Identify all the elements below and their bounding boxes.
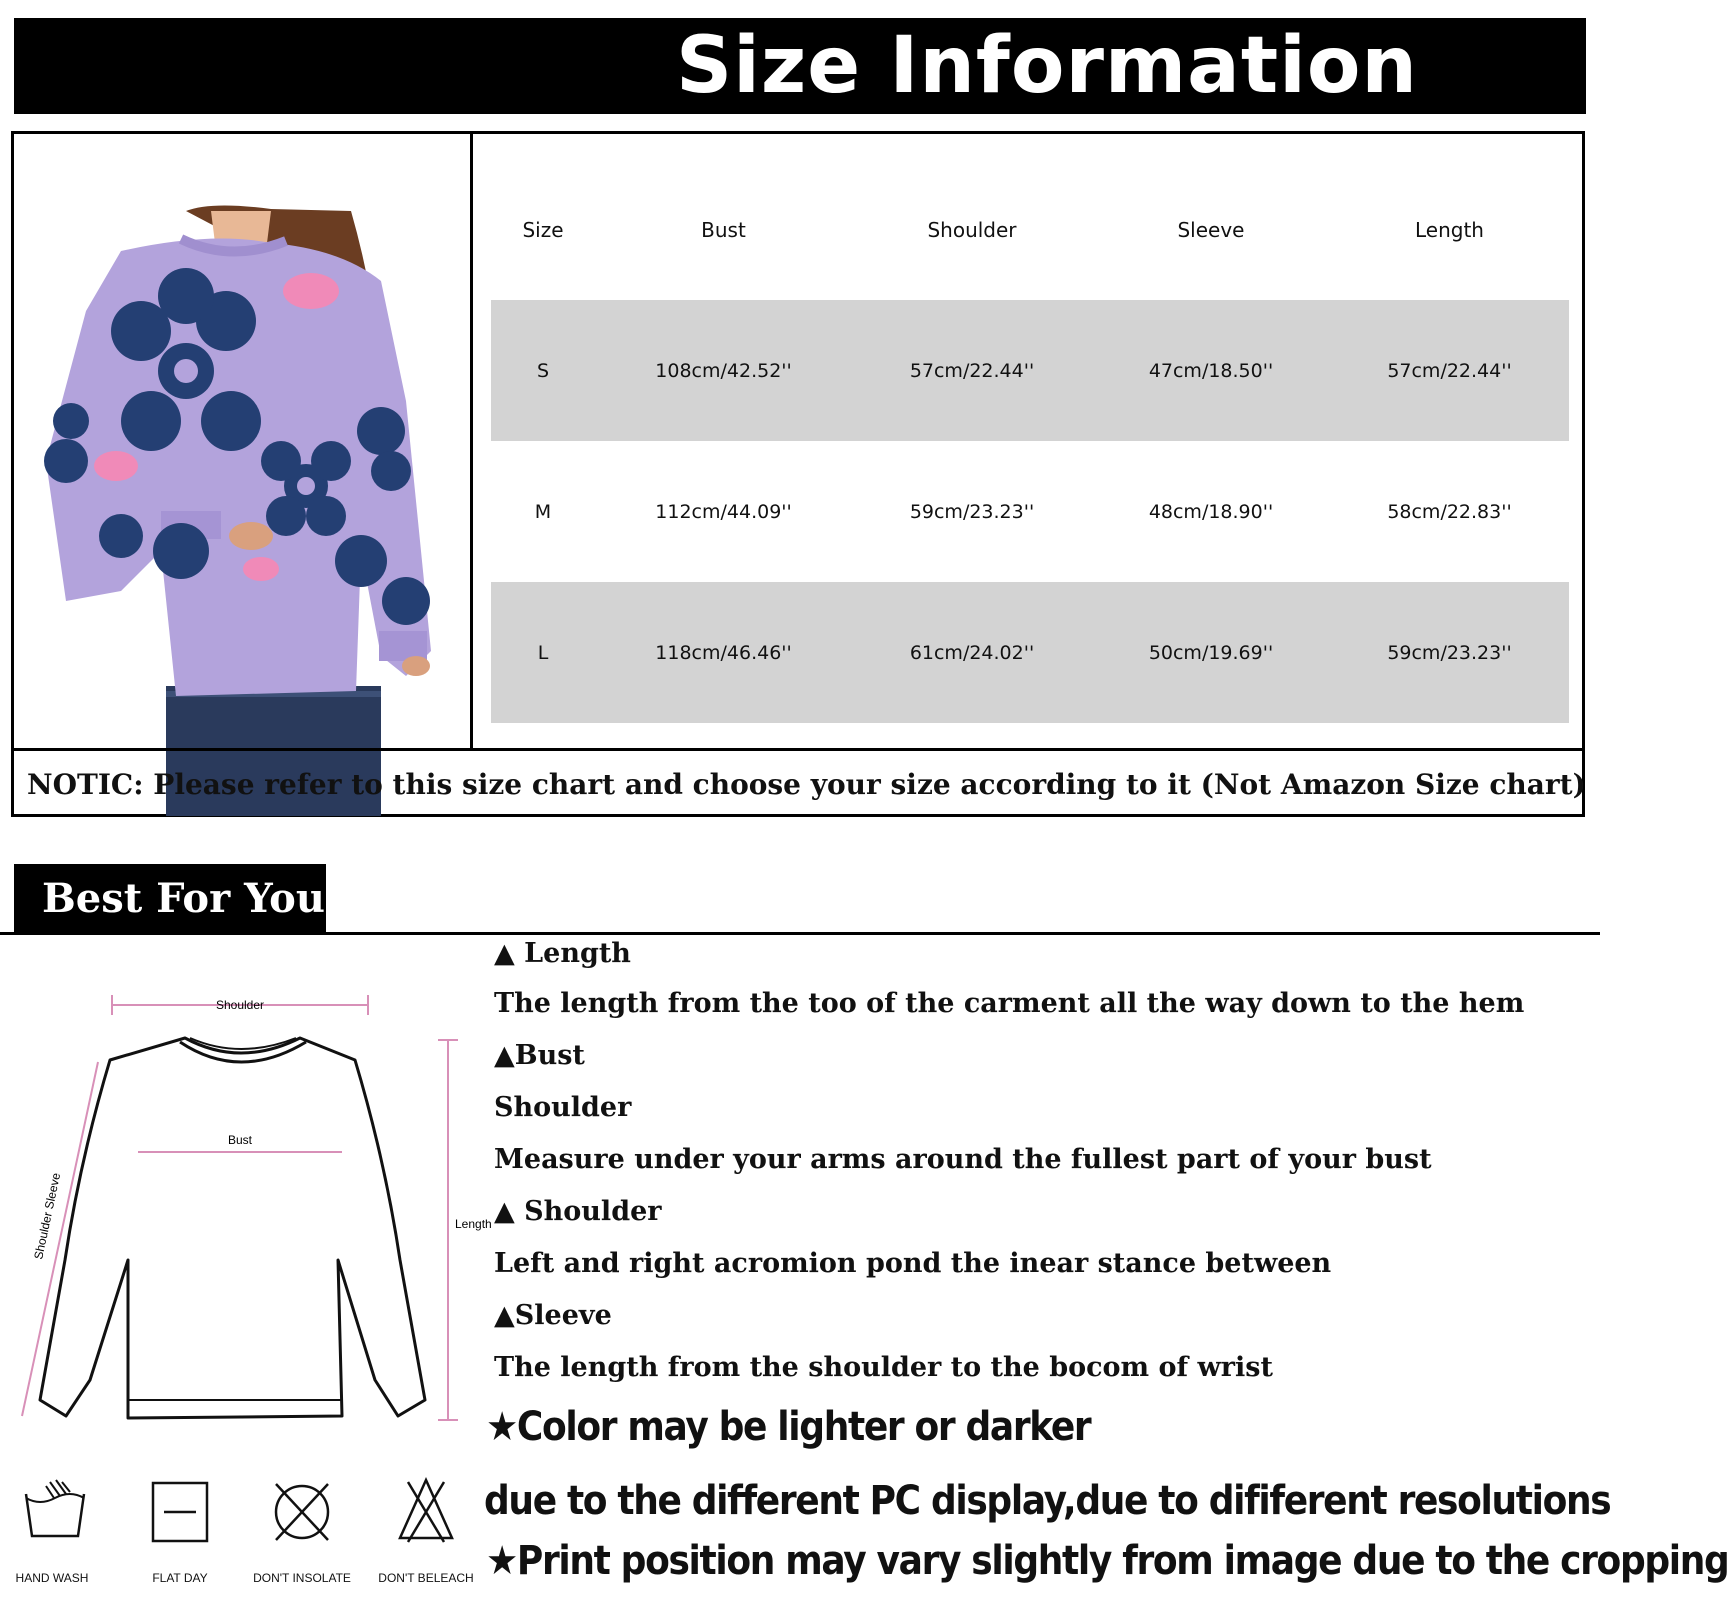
shoulder-heading: ▲ Shoulder <box>494 1196 662 1227</box>
size-notice <box>11 748 1585 817</box>
best-for-you-title: Best For You <box>14 864 326 934</box>
sleeve-label: Shoulder Sleeve <box>31 1171 64 1261</box>
table-cell: 108cm/42.52'' <box>655 359 792 382</box>
bust-description: Measure under your arms around the fullest part of your bust <box>494 1144 1432 1175</box>
product-photo-cell <box>11 131 473 751</box>
table-cell: 112cm/44.09'' <box>655 500 792 523</box>
measurement-diagram <box>0 960 500 1440</box>
column-header-shoulder: Shoulder <box>927 218 1017 242</box>
print-note: ★Print position may vary slightly from image due to the cropping <box>486 1538 1728 1584</box>
table-cell: M <box>534 500 552 523</box>
table-cell: 58cm/22.83'' <box>1387 500 1512 523</box>
column-header-bust: Bust <box>701 218 746 242</box>
table-cell: 48cm/18.90'' <box>1148 500 1274 523</box>
pink-flower <box>283 273 339 309</box>
table-cell: L <box>537 641 549 664</box>
flat-dry-icon <box>150 1480 210 1546</box>
table-cell: 59cm/23.23'' <box>909 500 1035 523</box>
display-note: due to the different PC display,due to dififerent resolutions <box>484 1478 1611 1524</box>
product-photo <box>11 131 470 751</box>
size-table <box>491 160 1569 723</box>
sweater-outline <box>40 1038 425 1418</box>
table-cell: 50cm/19.69'' <box>1148 641 1274 664</box>
dont-insolate-icon <box>270 1478 334 1546</box>
bust-subheading: Shoulder <box>494 1092 632 1123</box>
flat-dry-label: FLAT DAY <box>152 1571 208 1585</box>
dont-bleach-label: DON'T BELEACH <box>378 1571 474 1585</box>
page-title: Size Information <box>676 21 1418 111</box>
table-header-row <box>491 160 1569 300</box>
column-header-size: Size <box>522 218 564 242</box>
dont-insolate-label: DON'T INSOLATE <box>253 1571 351 1585</box>
table-cell: 47cm/18.50'' <box>1148 359 1274 382</box>
sleeve-heading: ▲Sleeve <box>494 1300 612 1331</box>
dont-bleach-icon <box>396 1476 456 1546</box>
table-cell: 57cm/22.44'' <box>1387 359 1512 382</box>
table-cell: 57cm/22.44'' <box>909 359 1035 382</box>
section-divider <box>0 932 1600 935</box>
table-cell: 59cm/23.23'' <box>1387 641 1512 664</box>
length-description: The length from the too of the carment all the way down to the hem <box>494 988 1525 1019</box>
table-row <box>491 582 1569 723</box>
column-header-length: Length <box>1415 218 1484 242</box>
shoulder-description: Left and right acromion pond the inear stance between <box>494 1248 1332 1279</box>
sleeve-description: The length from the shoulder to the bocom of wrist <box>494 1352 1273 1383</box>
table-row <box>491 300 1569 441</box>
hand-wash-icon <box>20 1476 90 1542</box>
length-heading: ▲ Length <box>494 938 631 969</box>
hand-wash-label: HAND WASH <box>15 1571 89 1585</box>
table-cell: S <box>536 359 550 382</box>
length-label: Length <box>455 1217 492 1231</box>
table-row <box>491 441 1569 582</box>
color-note: ★Color may be lighter or darker <box>486 1404 1091 1450</box>
shoulder-label: Shoulder <box>215 998 265 1012</box>
notice-text: NOTIC: Please refer to this size chart and choose your size according to it (Not Amazon Size chart) <box>27 767 1586 801</box>
bust-label: Bust <box>227 1133 253 1147</box>
bust-heading: ▲Bust <box>494 1040 585 1071</box>
table-cell: 118cm/46.46'' <box>655 641 792 664</box>
column-header-sleeve: Sleeve <box>1177 218 1245 242</box>
table-cell: 61cm/24.02'' <box>909 641 1035 664</box>
